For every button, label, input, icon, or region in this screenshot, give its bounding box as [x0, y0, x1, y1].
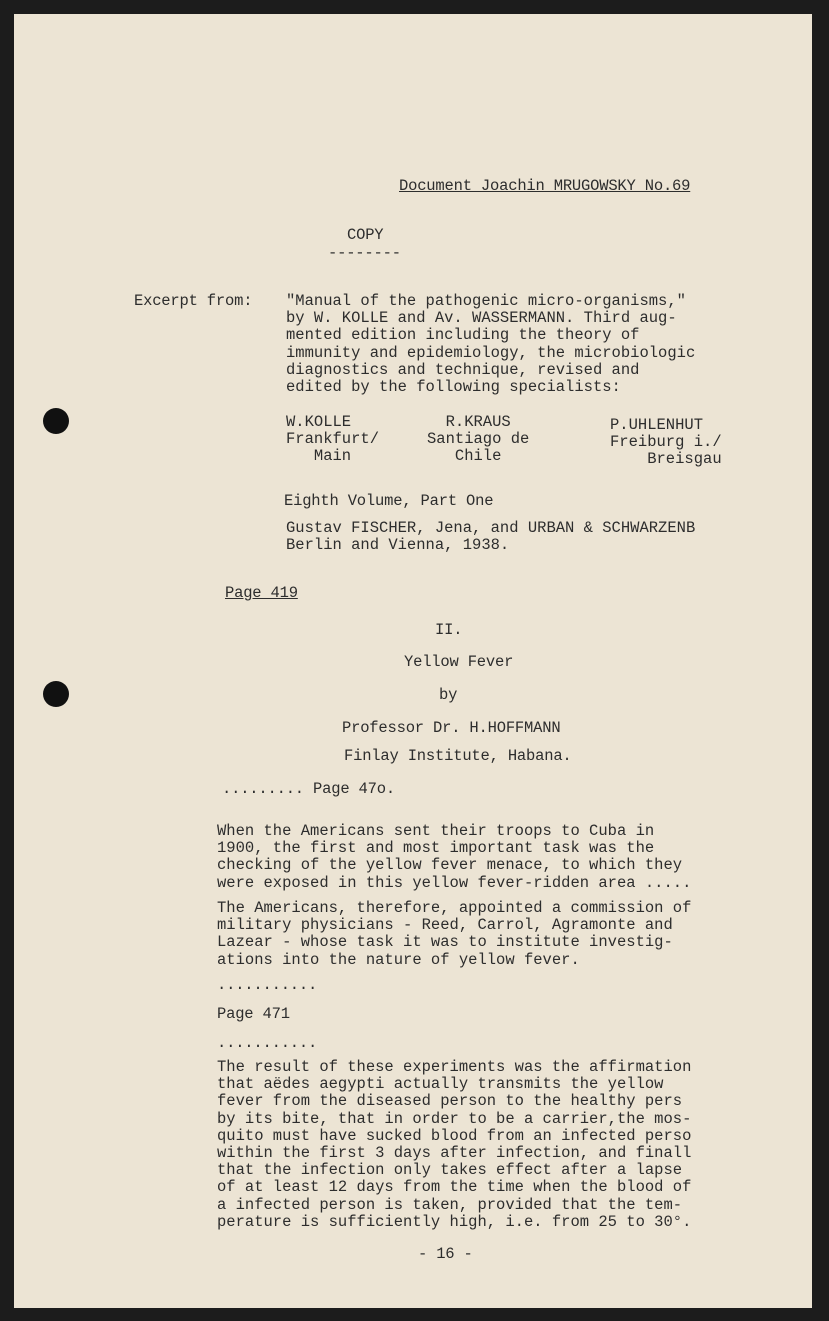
excerpt-line: mented edition including the theory of: [286, 326, 640, 345]
paragraph-line: were exposed in this yellow fever-ridden area .....: [217, 873, 692, 892]
paragraph-line: Lazear - whose task it was to institute investig-: [217, 933, 673, 952]
chapter-author: Professor Dr. H.HOFFMANN: [342, 719, 561, 737]
specialist-name: P.UHLENHUT: [610, 416, 704, 434]
page-ref-471: Page 471: [217, 1005, 290, 1023]
document-page: [14, 14, 812, 1308]
paragraph: [217, 1059, 691, 1231]
paragraph-line: The result of these experiments was the affirmation: [217, 1058, 692, 1076]
publisher-line: Gustav FISCHER, Jena, and URBAN & SCHWARZENB: [286, 519, 696, 537]
paragraph-line: military physicians - Reed, Carrol, Agramonte and: [217, 916, 673, 935]
ellipsis-dots: ...........: [217, 976, 318, 994]
chapter-institute: Finlay Institute, Habana.: [344, 747, 572, 765]
paragraph-line: fever from the diseased person to the healthy pers: [217, 1092, 683, 1111]
paragraph-line: perature is sufficiently high, i.e. from 25 to 30°.: [217, 1212, 692, 1231]
excerpt-label: Excerpt from:: [134, 292, 253, 310]
document-reference: Document Joachin MRUGOWSKY No.69: [399, 177, 691, 195]
paragraph-line: The Americans, therefore, appointed a commission of: [217, 899, 692, 917]
specialist-name: W.KOLLE: [286, 413, 352, 431]
paragraph-line: quito must have sucked blood from an infected perso: [217, 1126, 692, 1145]
specialist-place: Freiburg i./: [610, 433, 722, 452]
chapter-number: II.: [435, 621, 463, 639]
excerpt-line: diagnostics and technique, revised and: [286, 360, 640, 379]
publisher-line: Berlin and Vienna, 1938.: [286, 536, 510, 555]
page-ref-470: ......... Page 47o.: [222, 780, 395, 798]
excerpt-line: edited by the following specialists:: [286, 378, 621, 397]
specialist-name: R.KRAUS: [445, 413, 511, 431]
paragraph-line: a infected person is taken, provided that the tem-: [217, 1195, 683, 1214]
specialist-place: Main: [313, 447, 352, 466]
page-ref-419: Page 419: [225, 584, 298, 602]
excerpt-line: immunity and epidemiology, the microbiologic: [286, 343, 696, 362]
paragraph-line: by its bite, that in order to be a carrier,the mos-: [217, 1109, 692, 1128]
excerpt-line: "Manual of the pathogenic micro-organisms,": [286, 292, 686, 310]
paragraph: [217, 823, 691, 892]
specialist-kraus: [427, 414, 529, 466]
specialist-place: Chile: [454, 447, 502, 466]
paragraph-line: checking of the yellow fever menace, to which they: [217, 856, 683, 875]
copy-rule: --------: [328, 244, 401, 262]
chapter-title: Yellow Fever: [404, 653, 514, 671]
specialist-place: Frankfurt/: [286, 430, 380, 449]
specialist-place: Santiago de: [427, 430, 530, 449]
volume-line: Eighth Volume, Part One: [284, 492, 494, 510]
paragraph-line: of at least 12 days from the time when the blood of: [217, 1178, 692, 1197]
paragraph-line: that the infection only takes effect after a lapse: [217, 1161, 683, 1180]
ellipsis-dots: ...........: [217, 1034, 318, 1052]
paragraph-line: 1900, the first and most important task was the: [217, 839, 655, 858]
chapter-by: by: [439, 686, 458, 704]
paragraph: [217, 900, 691, 969]
specialist-kolle: [286, 414, 379, 466]
excerpt-line: by W. KOLLE and Av. WASSERMANN. Third aug-: [286, 309, 677, 328]
copy-label: COPY: [347, 226, 384, 244]
specialist-place: Breisgau: [647, 450, 722, 469]
paragraph-line: ations into the nature of yellow fever.: [217, 950, 580, 969]
paragraph-line: within the first 3 days after infection, and finall: [217, 1144, 692, 1163]
specialist-uhlenhut: [610, 417, 722, 469]
paragraph-line: When the Americans sent their troops to Cuba in: [217, 822, 655, 840]
excerpt-text: [286, 293, 695, 396]
page-number: - 16 -: [418, 1245, 473, 1263]
paragraph-line: that aëdes aegypti actually transmits the yellow: [217, 1075, 664, 1094]
publisher: [286, 520, 695, 554]
punch-hole: [43, 681, 69, 707]
punch-hole: [43, 408, 69, 434]
